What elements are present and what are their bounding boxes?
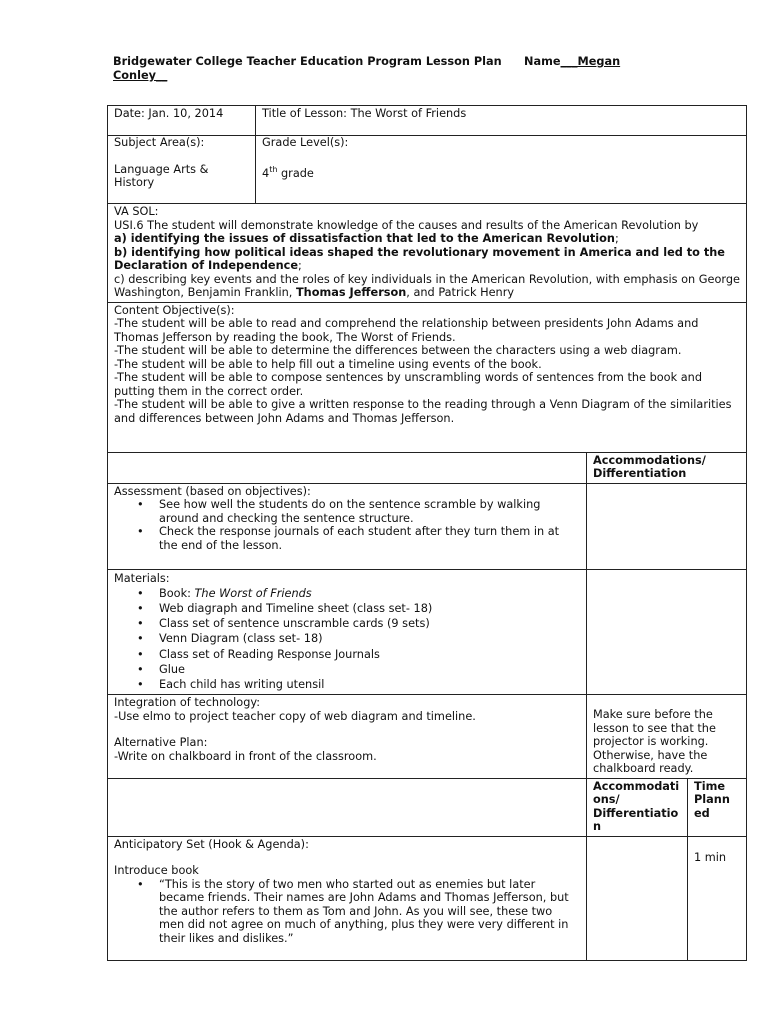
anticipatory-time: 1 min [694, 850, 727, 864]
lesson-plan-title: Bridgewater College Teacher Education Program Lesson Plan [113, 55, 502, 68]
anticipatory-set-label: Anticipatory Set (Hook & Agenda): [114, 837, 309, 851]
subject-row [108, 136, 747, 204]
material-item: • Each child has writing utensil [159, 677, 580, 692]
alternative-plan-line: -Write on chalkboard in front of the classroom. [114, 749, 377, 763]
assessment-row [108, 483, 747, 569]
objective-item: -The student will be able to determine the differences between the characters using a web diagram. [114, 344, 682, 357]
materials-accommodations [587, 569, 747, 695]
date-row [108, 106, 747, 136]
time-planned-col-header: Time Plann ed [688, 778, 747, 836]
accommodations-header: Accommodations/ Differentiation [587, 452, 747, 483]
materials-row [108, 569, 747, 695]
grade-label: Grade Level(s): [262, 136, 349, 149]
material-item: • Venn Diagram (class set- 18) [159, 631, 580, 646]
grade-value: 4th grade [262, 164, 314, 180]
accommodations-col-header: Accommodati ons/ Differentiatio n [587, 778, 688, 836]
teacher-name-line [524, 55, 620, 69]
sol-item-c: c) describing key events and the roles of key individuals in the American Revolution, with emphasis on George Washington, Benjamin Franklin, Thomas Jefferson, and Patrick Henry [114, 272, 740, 299]
sol-item-b: b) identifying how political ideas shaped the revolutionary movement in America and led to the Declaration of Independence; [114, 245, 725, 272]
assessment-label: Assessment (based on objectives): [114, 484, 311, 498]
assessment-list [114, 498, 580, 552]
material-item: • Class set of sentence unscramble cards (9 sets) [159, 616, 580, 631]
anticipatory-set-row [108, 836, 747, 960]
subject-cell [108, 136, 256, 204]
technology-line: -Use elmo to project teacher copy of web diagram and timeline. [114, 709, 476, 723]
name-label: Name [524, 55, 561, 68]
objective-item: -The student will be able to read and comprehend the relationship between presidents John Adams and Thomas Jefferson by reading the book, The Worst of Friends. [114, 317, 699, 344]
assessment-cell [108, 483, 587, 569]
anticipatory-list [114, 878, 580, 946]
assessment-item: • See how well the students do on the sentence scramble by walking around and checking the sentence structure. [159, 498, 580, 525]
date-cell: Date: Jan. 10, 2014 [108, 106, 256, 136]
materials-label: Materials: [114, 571, 170, 585]
assessment-item: • Check the response journals of each student after they turn them in at the end of the lesson. [159, 525, 580, 552]
anticipatory-accommodations [587, 836, 688, 960]
column-headers-row [108, 778, 747, 836]
lesson-plan-header [113, 55, 653, 83]
technology-cell [108, 695, 587, 779]
objectives-cell [108, 302, 747, 452]
sol-cell [108, 204, 747, 303]
subject-line-1: Language Arts & [114, 162, 209, 176]
accommodations-header-row [108, 452, 747, 483]
material-item: • Glue [159, 662, 580, 677]
objectives-row [108, 302, 747, 452]
sol-row [108, 204, 747, 303]
assessment-accommodations [587, 483, 747, 569]
material-item: • Class set of Reading Response Journals [159, 647, 580, 662]
lesson-title-cell: Title of Lesson: The Worst of Friends [256, 106, 747, 136]
introduce-book-label: Introduce book [114, 864, 199, 878]
objective-item: -The student will be able to give a written response to the reading through a Venn Diagram of the similarities and differences between John Adams and Thomas Jefferson. [114, 398, 732, 425]
technology-row [108, 695, 747, 779]
materials-list [114, 586, 580, 692]
alternative-plan-label: Alternative Plan: [114, 736, 208, 750]
objective-item: -The student will be able to help fill out a timeline using events of the book. [114, 357, 542, 371]
subject-line-2: History [114, 176, 155, 189]
sol-item-a: a) identifying the issues of dissatisfaction that led to the American Revolution; [114, 232, 619, 245]
sol-label: VA SOL: [114, 205, 159, 218]
anticipatory-set-cell [108, 836, 587, 960]
materials-cell [108, 569, 587, 695]
anticipatory-time-cell [688, 836, 747, 960]
sol-intro: USI.6 The student will demonstrate knowledge of the causes and results of the American Revolution by [114, 218, 699, 232]
name-first: ___Megan [560, 55, 621, 68]
subject-label: Subject Area(s): [114, 136, 205, 149]
material-item: • Web diagraph and Timeline sheet (class set- 18) [159, 601, 580, 616]
material-item-book: • Book: The Worst of Friends [159, 586, 580, 601]
technology-label: Integration of technology: [114, 696, 261, 710]
anticipatory-quote: • “This is the story of two men who started out as enemies but later became friends. Their names are John Adams and Thomas Jefferson, but the author refers to them as Tom and John. As you will see, these two men did not agree on much of anything, plus they were very different in their likes and dislikes.” [159, 878, 580, 946]
grade-cell [256, 136, 747, 204]
lesson-plan-table [107, 105, 747, 961]
name-last: Conley__ [113, 69, 168, 82]
objective-item: -The student will be able to compose sentences by unscrambling words of sentences from the book and putting them in the correct order. [114, 371, 702, 398]
objectives-label: Content Objective(s): [114, 303, 235, 317]
technology-accommodations: Make sure before the lesson to see that the projector is working. Otherwise, have the chalkboard ready. [587, 695, 747, 779]
